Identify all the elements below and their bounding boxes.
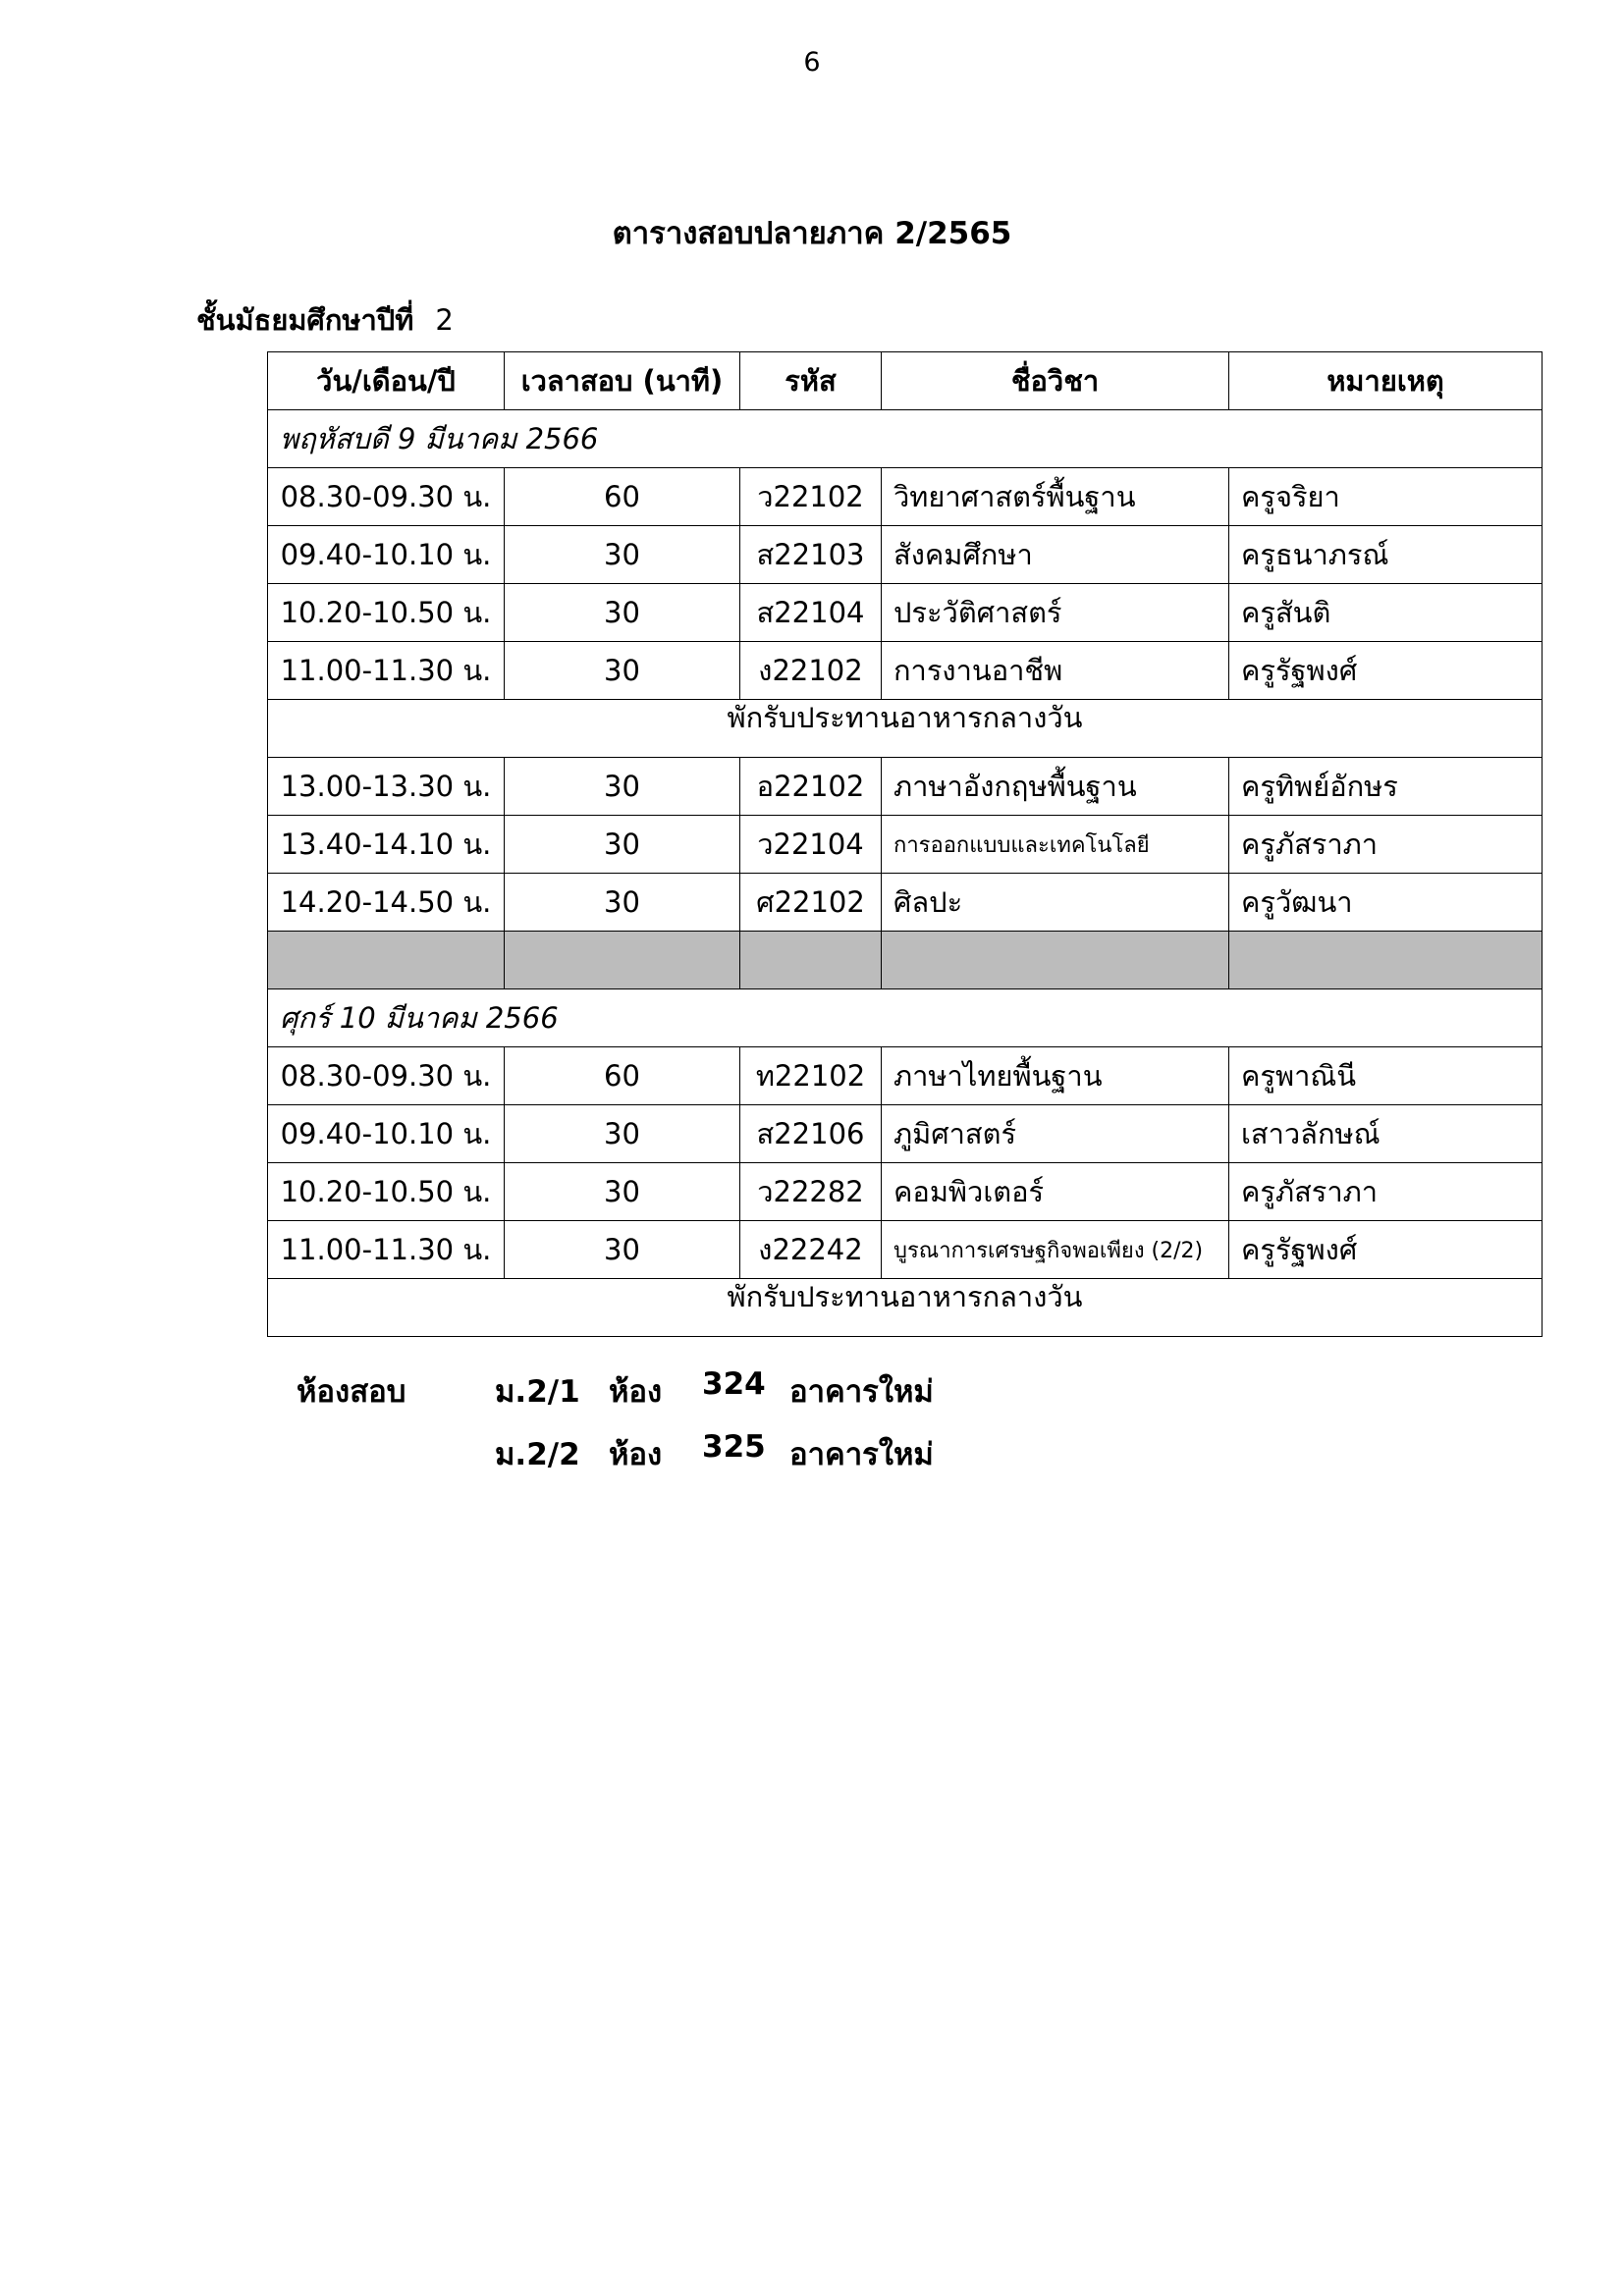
- header-date: วัน/เดือน/ปี: [268, 352, 505, 410]
- cell-note: ครูภัสราภา: [1229, 816, 1543, 874]
- cell-code: ง22242: [740, 1221, 882, 1279]
- room-class: ม.2/2: [495, 1437, 580, 1472]
- cell-note: ครูทิพย์อักษร: [1229, 758, 1543, 816]
- table-row: [268, 874, 1543, 932]
- cell-note: ครูพาณินี: [1229, 1047, 1543, 1105]
- cell-duration: 30: [505, 1105, 740, 1163]
- cell-time: 09.40-10.10 น.: [268, 1105, 505, 1163]
- exam-schedule-table: [267, 351, 1543, 1337]
- cell-subject: ภาษาไทยพื้นฐาน: [882, 1047, 1229, 1105]
- cell-note: ครูวัฒนา: [1229, 874, 1543, 932]
- table-row: [268, 1105, 1543, 1163]
- cell-subject: ศิลปะ: [882, 874, 1229, 932]
- day-label: ศุกร์ 10 มีนาคม 2566: [268, 989, 1543, 1047]
- cell-time: 13.00-13.30 น.: [268, 758, 505, 816]
- cell-code: ส22104: [740, 584, 882, 642]
- header-subject: ชื่อวิชา: [882, 352, 1229, 410]
- cell-time: 08.30-09.30 น.: [268, 468, 505, 526]
- cell-subject: การออกแบบและเทคโนโลยี: [882, 816, 1229, 874]
- cell-duration: 30: [505, 1163, 740, 1221]
- header-duration: เวลาสอบ (นาที): [505, 352, 740, 410]
- cell-code: ว22104: [740, 816, 882, 874]
- cell-subject: ภูมิศาสตร์: [882, 1105, 1229, 1163]
- grade-value: 2: [435, 303, 454, 337]
- cell-note: เสาวลักษณ์: [1229, 1105, 1543, 1163]
- lunch-break-row: [268, 1279, 1543, 1337]
- cell-code: ง22102: [740, 642, 882, 700]
- cell-duration: 30: [505, 584, 740, 642]
- table-row: [268, 1221, 1543, 1279]
- cell-duration: 60: [505, 468, 740, 526]
- page-number: 6: [803, 47, 821, 78]
- cell-duration: 30: [505, 1221, 740, 1279]
- cell-code: ส22103: [740, 526, 882, 584]
- room-number: 324: [702, 1366, 766, 1402]
- lunch-break-label: พักรับประทานอาหารกลางวัน: [268, 1279, 1543, 1337]
- table-row: [268, 816, 1543, 874]
- cell-duration: 30: [505, 816, 740, 874]
- cell-time: 09.40-10.10 น.: [268, 526, 505, 584]
- cell-duration: 60: [505, 1047, 740, 1105]
- table-row: [268, 468, 1543, 526]
- cell-note: ครูรัฐพงศ์: [1229, 642, 1543, 700]
- cell-note: ครูจริยา: [1229, 468, 1543, 526]
- room-word: ห้อง: [609, 1374, 663, 1410]
- separator-cell: [882, 932, 1229, 989]
- header-code: รหัส: [740, 352, 882, 410]
- separator-cell: [740, 932, 882, 989]
- table-header-row: [268, 352, 1543, 410]
- cell-time: 14.20-14.50 น.: [268, 874, 505, 932]
- cell-note: ครูสันติ: [1229, 584, 1543, 642]
- cell-time: 10.20-10.50 น.: [268, 584, 505, 642]
- cell-note: ครูภัสราภา: [1229, 1163, 1543, 1221]
- cell-subject: บูรณาการเศรษฐกิจพอเพียง (2/2): [882, 1221, 1229, 1279]
- room-building: อาคารใหม่: [789, 1374, 934, 1410]
- room-number: 325: [702, 1429, 766, 1465]
- day-label: พฤหัสบดี 9 มีนาคม 2566: [268, 410, 1543, 468]
- page-title: ตารางสอบปลายภาค 2/2565: [612, 216, 1012, 251]
- table-row: [268, 1047, 1543, 1105]
- cell-time: 11.00-11.30 น.: [268, 642, 505, 700]
- table-row: [268, 642, 1543, 700]
- cell-subject: คอมพิวเตอร์: [882, 1163, 1229, 1221]
- room-word: ห้อง: [609, 1437, 663, 1472]
- cell-code: อ22102: [740, 758, 882, 816]
- day-row: [268, 989, 1543, 1047]
- separator-cell: [1229, 932, 1543, 989]
- separator-row: [268, 932, 1543, 989]
- cell-duration: 30: [505, 758, 740, 816]
- cell-time: 10.20-10.50 น.: [268, 1163, 505, 1221]
- day-row: [268, 410, 1543, 468]
- cell-code: ส22106: [740, 1105, 882, 1163]
- table-row: [268, 584, 1543, 642]
- cell-code: ท22102: [740, 1047, 882, 1105]
- header-note: หมายเหตุ: [1229, 352, 1543, 410]
- lunch-break-row: [268, 700, 1543, 758]
- table-row: [268, 758, 1543, 816]
- cell-duration: 30: [505, 874, 740, 932]
- cell-time: 11.00-11.30 น.: [268, 1221, 505, 1279]
- room-building: อาคารใหม่: [789, 1437, 934, 1472]
- cell-subject: สังคมศึกษา: [882, 526, 1229, 584]
- cell-code: ศ22102: [740, 874, 882, 932]
- table-row: [268, 526, 1543, 584]
- grade-label-text: ชั้นมัธยมศึกษาปีที่: [196, 303, 414, 337]
- cell-subject: การงานอาชีพ: [882, 642, 1229, 700]
- cell-time: 13.40-14.10 น.: [268, 816, 505, 874]
- cell-subject: วิทยาศาสตร์พื้นฐาน: [882, 468, 1229, 526]
- separator-cell: [268, 932, 505, 989]
- exam-rooms-label: ห้องสอบ: [297, 1374, 406, 1410]
- room-class: ม.2/1: [495, 1374, 580, 1410]
- cell-subject: ภาษาอังกฤษพื้นฐาน: [882, 758, 1229, 816]
- grade-label: [196, 297, 454, 343]
- cell-code: ว22282: [740, 1163, 882, 1221]
- cell-duration: 30: [505, 526, 740, 584]
- separator-cell: [505, 932, 740, 989]
- cell-duration: 30: [505, 642, 740, 700]
- lunch-break-label: พักรับประทานอาหารกลางวัน: [268, 700, 1543, 758]
- cell-code: ว22102: [740, 468, 882, 526]
- table-row: [268, 1163, 1543, 1221]
- cell-time: 08.30-09.30 น.: [268, 1047, 505, 1105]
- cell-subject: ประวัติศาสตร์: [882, 584, 1229, 642]
- cell-note: ครูรัฐพงศ์: [1229, 1221, 1543, 1279]
- cell-note: ครูธนาภรณ์: [1229, 526, 1543, 584]
